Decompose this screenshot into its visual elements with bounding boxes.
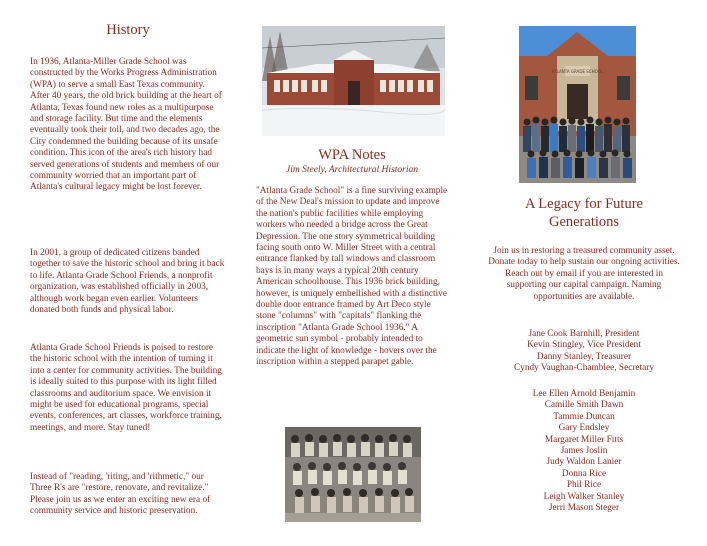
member-name: Margaret Miller Fitts: [544, 434, 624, 445]
member-name: Tammie Duncan: [553, 411, 615, 422]
school-snow-photo: [262, 26, 445, 136]
officer-name: Cyndy Vaughan-Chamblee, Secretary: [513, 363, 655, 374]
history-paragraph-3: Atlanta Grade School Friends is poised to restore the historic school with the intention of turning it into a center for community activities. The building is ideally suited to this purpose with its light filled classrooms and auditorium space. We envision it might be used for educational programs, special events, conferences, art classes, workforce training, meetings, and more. Stay tuned!: [30, 343, 222, 433]
wpa-heading: WPA Notes: [318, 147, 386, 163]
member-name: Camille Smith Dawn: [544, 400, 624, 411]
legacy-heading-line-2: Generations: [548, 214, 620, 230]
group-photo: [519, 26, 636, 183]
member-name: Donna Rice: [561, 468, 607, 479]
member-name: Lee Ellen Arnold Benjamin: [532, 389, 636, 399]
history-paragraph-1: In 1936, Atlanta-Miller Grade School was constructed by the Works Progress Administration (WPA) to serve a small East Texas community. After 40 years, the old brick building at the heart of Atlanta, Texas found new roles as a multipurpose and storage facility. But time and the elements eventually took their toll, and two decades ago, the City condemned the building because of its unsafe condition. This icon of the area's rich history had served generations of students and members of our community worried that an important part of Atlanta's cultural legacy might be lost forever.: [30, 57, 222, 193]
legacy-text: Join us in restoring a treasured community asset. Donate today to help sustain our ongoing activities. Reach out by email if you are interested in supporting our capital campaign. Naming opportunities are available.: [488, 246, 680, 302]
officer-name: Jane Cook Barnhill, President: [528, 329, 640, 339]
legacy-heading: [488, 195, 680, 231]
members-list: [488, 389, 680, 514]
officers-list: [488, 329, 680, 375]
officer-name: Kevin Stingley, Vice President: [527, 340, 641, 351]
wpa-text: "Atlanta Grade School" is a fine surviving example of the New Deal's mission to update and improve the nation's public facilities while employing workers who needed a bridge across the Great Depression. The one story symmetrical building facing south onto W. Miller Street with a central entrance flanked by tall windows and classroom bays is in many ways a typical 20th century American schoolhouse. This 1936 brick building, however, is uniquely embellished with a distinctive double door entrance framed by Art Deco style stone "columns" with "capitals" flanking the inscription "Atlanta Grade School 1936." A geometric sun symbol - probably intended to indicate the light of knowledge - hovers over the inscription within a stepped parapet gable.: [256, 186, 448, 368]
history-paragraph-4: Instead of "reading, 'riting, and 'rithmetic," our Three R's are "restore, renovate, and revitalize." Please join us as we enter an exciting new era of community service and historic preservation.: [30, 472, 211, 517]
legacy-heading-line-1: A Legacy for Future: [525, 196, 643, 212]
history-heading: History: [106, 22, 150, 38]
history-paragraph-2: In 2001, a group of dedicated citizens banded together to save the historic school and bring it back to life. Atlanta Grade School Friends, a nonprofit organization, was established officially in 2003, although work began even earlier. Volunteers donated both funds and physical labor.: [30, 248, 225, 316]
member-name: Jerri Mason Steger: [548, 503, 620, 514]
member-name: Phil Rice: [566, 480, 602, 491]
wpa-byline: Jim Steely, Architectural Historian: [286, 165, 418, 175]
member-name: James Joslin: [560, 446, 608, 457]
member-name: Leigh Walker Stanley: [543, 491, 625, 502]
school-sign-text: ATLANTA GRADE SCHOOL: [551, 69, 604, 74]
officer-name: Danny Stanley, Treasurer: [536, 351, 632, 362]
member-name: Judy Waldon Lanier: [546, 457, 622, 468]
class-photo: [285, 427, 421, 522]
member-name: Gary Endsley: [558, 423, 610, 434]
